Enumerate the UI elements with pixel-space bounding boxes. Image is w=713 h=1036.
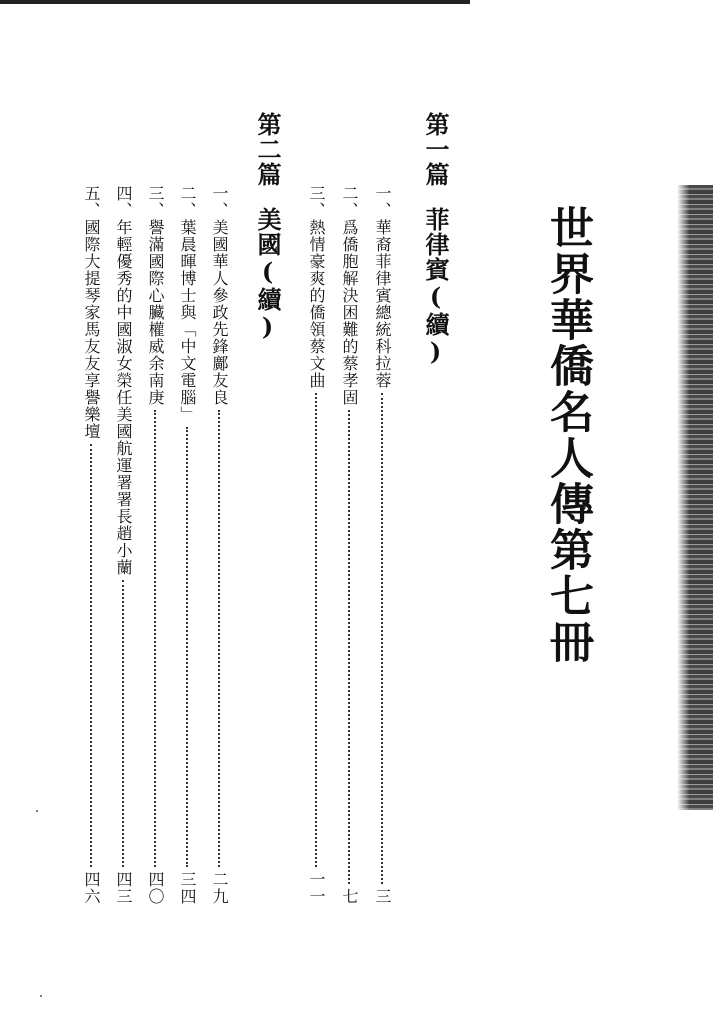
entry-number: 五 (82, 185, 101, 202)
entry-title: 熱情豪爽的僑領蔡文曲 (307, 219, 326, 389)
entry-title: 國際大提琴家馬友友享譽樂壇 (82, 219, 101, 440)
entry-title: 葉晨暉博士與「中文電腦」 (178, 219, 197, 423)
toc-entry[interactable] (80, 185, 102, 905)
entry-title: 爲僑胞解決困難的蔡孝固 (340, 219, 359, 406)
entry-number: 一 (373, 185, 392, 202)
entry-number: 三 (146, 185, 165, 202)
part-label: 第一篇 (421, 112, 450, 187)
entry-page: 四六 (82, 871, 101, 905)
dot-leader (90, 444, 92, 867)
dot-leader (154, 410, 156, 867)
dot-leader (315, 393, 317, 867)
entry-number: 四 (114, 185, 133, 202)
scanned-page-edge (677, 185, 713, 810)
entry-separator: 、 (340, 202, 359, 219)
toc-entry[interactable] (371, 185, 393, 905)
part-heading (418, 112, 453, 367)
entry-page: 三 (373, 888, 392, 905)
entry-page: 四〇 (146, 871, 165, 905)
entry-number: 二 (340, 185, 359, 202)
scan-speck (40, 995, 42, 997)
entry-separator: 、 (114, 202, 133, 219)
part-name: 美國(續) (253, 207, 282, 342)
toc-entry[interactable] (208, 185, 230, 905)
scan-speck (36, 810, 38, 812)
book-title: 世界華僑名人傳 (542, 205, 593, 527)
toc-entry[interactable] (338, 185, 360, 905)
entry-title: 譽滿國際心臟權威余南庚 (146, 219, 165, 406)
entry-page: 二九 (210, 871, 229, 905)
entry-number: 二 (178, 185, 197, 202)
toc-entry[interactable] (112, 185, 134, 905)
part-heading (250, 112, 285, 342)
entry-separator: 、 (178, 202, 197, 219)
entry-number: 三 (307, 185, 326, 202)
dot-leader (186, 427, 188, 867)
entry-page: 一一 (307, 871, 326, 905)
toc-entry[interactable] (144, 185, 166, 905)
volume-number: 第七冊 (542, 527, 593, 665)
entry-title: 美國華人參政先鋒鄺友良 (210, 219, 229, 406)
entry-number: 一 (210, 185, 229, 202)
book-title-block (535, 205, 599, 665)
entry-separator: 、 (307, 202, 326, 219)
entry-separator: 、 (373, 202, 392, 219)
entry-page: 七 (340, 888, 359, 905)
entry-separator: 、 (82, 202, 101, 219)
entry-page: 三四 (178, 871, 197, 905)
entry-title: 華裔菲律賓總統科拉蓉 (373, 219, 392, 389)
dot-leader (218, 410, 220, 867)
entry-page: 四三 (114, 871, 133, 905)
top-border-line (0, 0, 470, 4)
entry-separator: 、 (146, 202, 165, 219)
toc-entry[interactable] (176, 185, 198, 905)
part-label: 第二篇 (253, 112, 282, 187)
dot-leader (381, 393, 383, 884)
entry-title: 年輕優秀的中國淑女榮任美國航運署署長趙小蘭 (114, 219, 133, 576)
toc-entry[interactable] (305, 185, 327, 905)
dot-leader (122, 580, 124, 867)
part-name: 菲律賓(續) (421, 207, 450, 367)
entry-separator: 、 (210, 202, 229, 219)
dot-leader (348, 410, 350, 884)
